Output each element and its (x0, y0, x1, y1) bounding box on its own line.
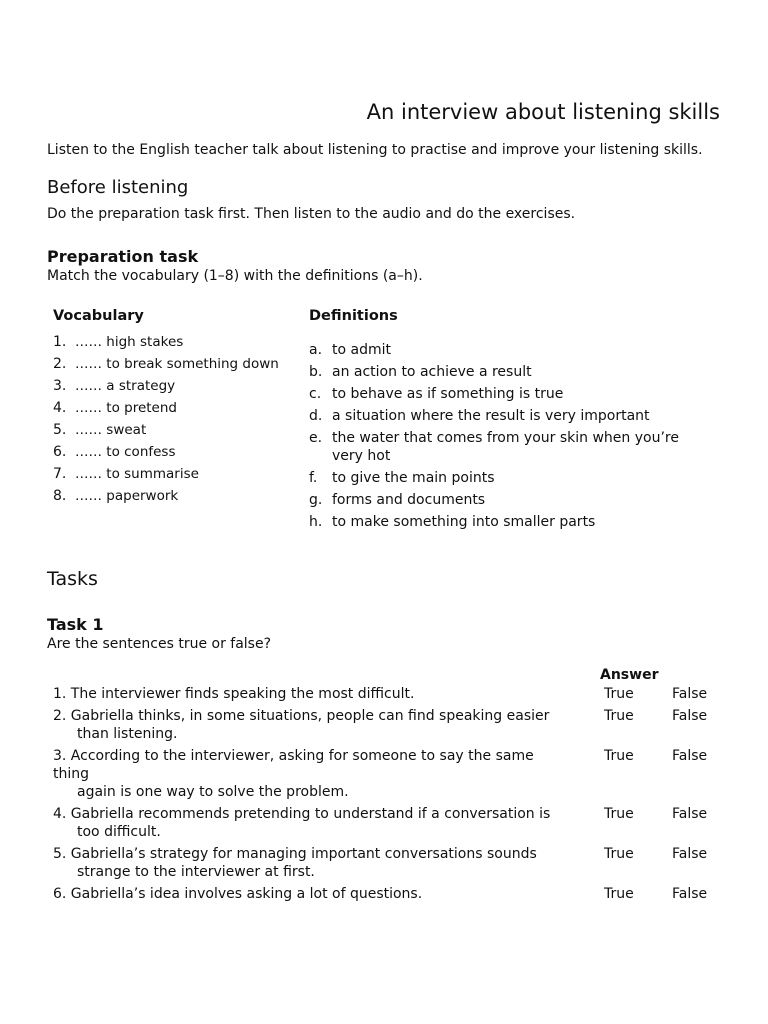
false-option[interactable]: False (672, 886, 708, 902)
intro-text: Listen to the English teacher talk about listening to practise and improve your listening skills. (47, 142, 703, 158)
vocabulary-item (53, 355, 303, 377)
vocabulary-number: 3. (53, 378, 67, 394)
vocabulary-text: …… to pretend (75, 400, 177, 416)
vocabulary-text: …… a strategy (75, 378, 176, 394)
vocabulary-text: …… to confess (75, 444, 176, 460)
vocabulary-text: …… sweat (75, 422, 147, 438)
vocabulary-number: 7. (53, 466, 67, 482)
question-text: 5. Gabriella’s strategy for managing important conversations sounds (53, 846, 537, 862)
definition-text: to make something into smaller parts (332, 514, 596, 530)
definition-text: forms and documents (332, 492, 486, 508)
question-item (53, 685, 733, 703)
vocabulary-item (53, 377, 303, 399)
true-option[interactable]: True (604, 846, 634, 862)
false-option[interactable]: False (672, 686, 708, 702)
definition-text: to give the main points (332, 470, 495, 486)
vocabulary-number: 1. (53, 334, 67, 350)
vocabulary-item (53, 443, 303, 465)
definition-text: an action to achieve a result (332, 364, 532, 380)
question-text: 4. Gabriella recommends pretending to understand if a conversation is (53, 806, 551, 822)
vocabulary-number: 5. (53, 422, 67, 438)
answer-heading: Answer (600, 667, 659, 683)
definition-item (309, 363, 729, 381)
definition-letter: e. (309, 430, 323, 446)
question-text: 3. According to the interviewer, asking for someone to say the same thing (53, 748, 534, 782)
definition-item (309, 385, 729, 403)
definition-item (309, 513, 729, 531)
definition-item (309, 341, 729, 359)
task1-heading: Task 1 (47, 615, 104, 634)
definition-letter: f. (309, 470, 318, 486)
question-text: 6. Gabriella’s idea involves asking a lot of questions. (53, 886, 423, 902)
true-false-questions (53, 685, 733, 907)
preparation-task-instruction: Match the vocabulary (1–8) with the definitions (a–h). (47, 268, 423, 284)
definitions-list (309, 341, 729, 535)
vocabulary-item (53, 333, 303, 355)
question-item (53, 805, 733, 841)
false-option[interactable]: False (672, 708, 708, 724)
question-item (53, 707, 733, 743)
question-text-continued: too difficult. (77, 824, 161, 840)
question-text-continued: strange to the interviewer at first. (77, 864, 315, 880)
definition-letter: b. (309, 364, 323, 380)
vocabulary-item (53, 399, 303, 421)
vocabulary-number: 2. (53, 356, 67, 372)
definitions-heading: Definitions (309, 308, 398, 324)
false-option[interactable]: False (672, 806, 708, 822)
definition-text: a situation where the result is very important (332, 408, 650, 424)
question-text: 2. Gabriella thinks, in some situations, people can find speaking easier (53, 708, 550, 724)
true-option[interactable]: True (604, 886, 634, 902)
definition-item (309, 469, 729, 487)
question-text-continued: again is one way to solve the problem. (77, 784, 349, 800)
true-option[interactable]: True (604, 686, 634, 702)
question-item (53, 845, 733, 881)
definition-text: to admit (332, 342, 391, 358)
false-option[interactable]: False (672, 748, 708, 764)
vocabulary-text: …… to break something down (75, 356, 279, 372)
false-option[interactable]: False (672, 846, 708, 862)
question-item (53, 747, 733, 801)
definition-letter: g. (309, 492, 323, 508)
definition-text: to behave as if something is true (332, 386, 564, 402)
definition-letter: c. (309, 386, 322, 402)
vocabulary-heading: Vocabulary (53, 308, 144, 324)
vocabulary-item (53, 487, 303, 509)
vocabulary-list (53, 333, 303, 509)
preparation-task-heading: Preparation task (47, 247, 199, 266)
vocabulary-item (53, 465, 303, 487)
task1-instruction: Are the sentences true or false? (47, 636, 272, 652)
tasks-heading: Tasks (47, 568, 98, 590)
definition-letter: d. (309, 408, 323, 424)
vocabulary-item (53, 421, 303, 443)
true-option[interactable]: True (604, 806, 634, 822)
vocabulary-text: …… paperwork (75, 488, 179, 504)
definition-letter: a. (309, 342, 323, 358)
vocabulary-text: …… to summarise (75, 466, 199, 482)
true-option[interactable]: True (604, 748, 634, 764)
before-listening-instruction: Do the preparation task first. Then listen to the audio and do the exercises. (47, 206, 576, 222)
question-text: 1. The interviewer finds speaking the most difficult. (53, 686, 415, 702)
question-item (53, 885, 733, 903)
before-listening-heading: Before listening (47, 177, 189, 198)
definition-item (309, 491, 729, 509)
definition-item (309, 429, 679, 465)
question-text-continued: than listening. (77, 726, 178, 742)
vocabulary-number: 4. (53, 400, 67, 416)
true-option[interactable]: True (604, 708, 634, 724)
definition-letter: h. (309, 514, 323, 530)
definition-item (309, 407, 729, 425)
page-title: An interview about listening skills (366, 100, 720, 124)
definition-text: the water that comes from your skin when you’re very hot (332, 430, 679, 464)
vocabulary-number: 8. (53, 488, 67, 504)
vocabulary-text: …… high stakes (75, 334, 184, 350)
vocabulary-number: 6. (53, 444, 67, 460)
